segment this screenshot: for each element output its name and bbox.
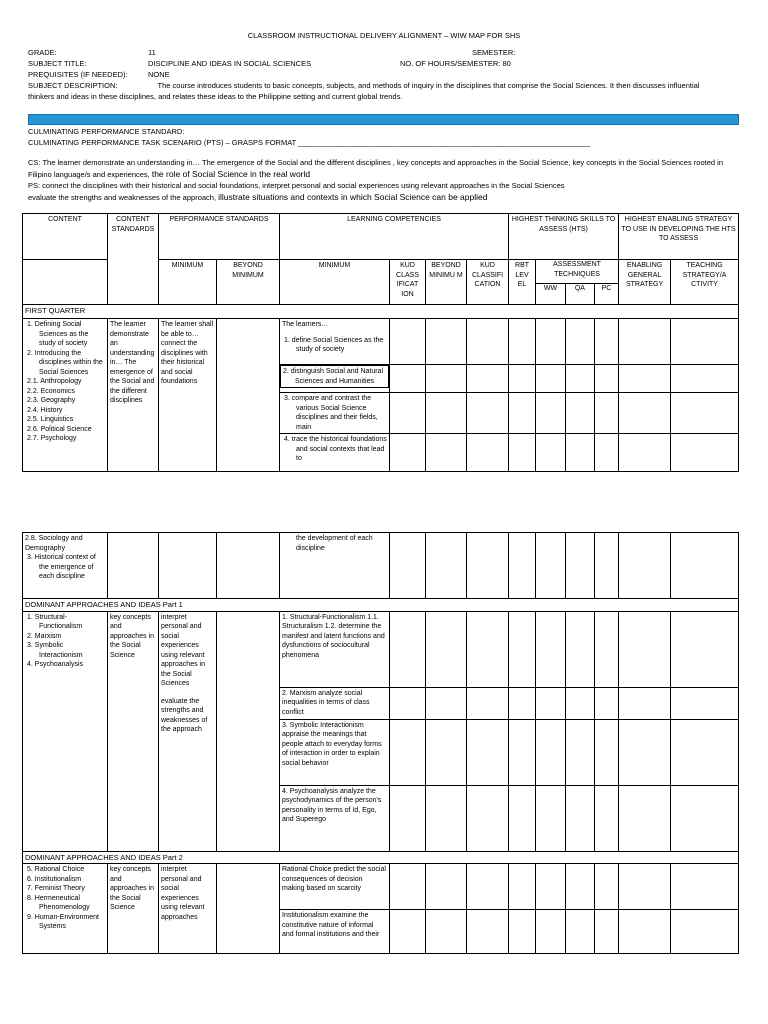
- header-enabling-general: ENABLING GENERAL STRATEGY: [619, 260, 671, 305]
- ps2-tail: illustrate situations and contexts in which Social Science can be applied: [218, 192, 488, 202]
- header-assessment: [536, 260, 619, 305]
- fq-performance-standard: The learner shall be able to… connect the disciplines with their historical and social foundations: [159, 319, 217, 472]
- header-content-standards: CONTENT STANDARDS: [108, 214, 159, 305]
- header-qa: QA: [566, 284, 595, 304]
- part2-content: 5. Rational Choice 6. Institutionalism 7. Feminist Theory 8. Hermeneutical Phenomenology 9. Human-Environment Systems: [23, 864, 108, 954]
- part1-lc-2: 2. Marxism analyze social inequalities in terms of class conflict: [280, 687, 390, 719]
- fq-lc-4: 4. trace the historical foundations and social contexts that lead to: [280, 434, 390, 472]
- blue-divider-bar: [28, 114, 739, 125]
- part1-content-standard: key concepts and approaches in the Social Science: [108, 611, 159, 851]
- hours-label: NO. OF HOURS/SEMESTER: 80: [400, 59, 511, 68]
- header-ps-beyond-minimum: BEYOND MINIMUM: [217, 260, 280, 305]
- header-performance-standards: PERFORMANCE STANDARDS: [159, 214, 280, 260]
- cs-tail: the role of Social Science in the real world: [151, 168, 311, 179]
- header-rbt-level: RBT LEV EL: [509, 260, 536, 305]
- fq-lc-3: 3. compare and contrast the various Social Science disciplines and their fields, main: [280, 393, 390, 434]
- performance-standard-text: PS: connect the disciplines with their historical and social foundations, interpret personal and social experiences using relevant approaches in the Social Sciences: [28, 181, 565, 190]
- header-learning-competencies: LEARNING COMPETENCIES: [280, 214, 509, 260]
- grade-label: GRADE:: [28, 48, 57, 57]
- cs-text: CS: The learner demonstrate an understanding in… The emergence of the Social and the different disciplines , key concepts and approaches in the Social Science, key concepts in the Social Sciences rooted in Filipino language/s and experiences,: [28, 158, 723, 179]
- part2-performance-standard: interpret personal and social experiences using relevant approaches: [159, 864, 217, 954]
- header-kud-classifi: KUD CLASSIFI CATION: [467, 260, 509, 305]
- content-standard-text: [28, 158, 728, 180]
- subject-description-label: SUBJECT DESCRIPTION:: [28, 81, 118, 90]
- part2-content-standard: key concepts and approaches in the Social Science: [108, 864, 159, 954]
- grade-value: 11: [148, 48, 156, 57]
- p2-lc: the development of each discipline: [280, 533, 390, 599]
- subject-title-label: SUBJECT TITLE:: [28, 59, 87, 68]
- header-lc-minimum: MINIMUM: [280, 260, 390, 305]
- alignment-table-page2: [22, 532, 739, 954]
- fq-content-standard: The learner demonstrate an understanding in… The emergence of the Social and the different disciplines: [108, 319, 159, 472]
- document-title: CLASSROOM INSTRUCTIONAL DELIVERY ALIGNMENT – WIW MAP FOR SHS: [247, 31, 521, 40]
- section-first-quarter: FIRST QUARTER: [23, 305, 739, 319]
- header-kud-class: KUD CLASS IFICAT ION: [390, 260, 426, 305]
- part1-performance-standard: interpret personal and social experiences using relevant approaches in the Social Sciences evaluate the strengths and weaknesses of the approach: [159, 611, 217, 851]
- culminating-performance-task: CULMINATING PERFORMANCE TASK SCENARIO (PTS) – GRASPS FORMAT ______________________________________________________________________: [28, 138, 591, 147]
- subject-description-text: The course introduces students to basic concepts, subjects, and methods of inquiry in the disciplines that comprise the Social Sciences. It then discusses influential thinkers and ideas in these disciplines, and relates these ideas to the Philippine setting and current global trends.: [28, 81, 700, 101]
- fq-content: 1. Defining Social Sciences as the study of society 2. Introducing the disciplines within the Social Sciences 2.1. Anthropology 2.2. Economics 2.3. Geography 2.4. History 2.5. Linguistics 2.6. Political Science 2.7. Psychology: [23, 319, 108, 472]
- part1-lc-4: 4. Psychoanalysis analyze the psychodynamics of the person's personality in terms of Id, Ego, and Superego: [280, 785, 390, 851]
- header-teaching-strategy: TEACHING STRATEGY/A CTIVITY: [671, 260, 739, 305]
- performance-standard-text-2: [28, 192, 728, 204]
- p2-content: 2.8. Sociology and Demography 3. Historical context of the emergence of each discipline: [23, 533, 108, 599]
- subject-description: [28, 81, 718, 102]
- ps2-text: evaluate the strengths and weaknesses of the approach,: [28, 193, 217, 202]
- prereq-value: NONE: [148, 70, 170, 79]
- prereq-label: PREQUISITES (IF NEEDED):: [28, 70, 128, 79]
- section-part1: DOMINANT APPROACHES AND IDEAS Part 1: [23, 599, 739, 612]
- header-ps-minimum: MINIMUM: [159, 260, 217, 305]
- header-content: CONTENT: [23, 214, 108, 260]
- header-pc: PC: [601, 285, 612, 292]
- fq-lc-2: 2. distinguish Social and Natural Sciences and Humanities: [280, 365, 389, 388]
- part2-lc-2: Institutionalism examine the constitutive nature of informal and formal institutions and their: [280, 910, 390, 954]
- part2-lc-1: Rational Choice predict the social consequences of decision making based on scarcity: [280, 864, 390, 910]
- header-beyond-minimu: BEYOND MINIMU M: [426, 260, 467, 305]
- subject-title-value: DISCIPLINE AND IDEAS IN SOCIAL SCIENCES: [148, 59, 312, 68]
- fq-lc-1: The learners… 1. define Social Sciences as the study of society: [280, 319, 390, 365]
- part1-lc-3: 3. Symbolic Interactionism appraise the meanings that people attach to everyday forms of interaction in order to explain social behavior: [280, 719, 390, 785]
- part1-content: 1. Structural-Functionalism 2. Marxism 3. Symbolic Interactionism 4. Psychoanalysis: [23, 611, 108, 851]
- header-hts: HIGHEST THINKING SKILLS TO ASSESS (HTS): [509, 214, 619, 260]
- alignment-table-page1: [22, 213, 739, 472]
- semester-label: SEMESTER:: [472, 48, 516, 57]
- section-part2: DOMINANT APPROACHES AND IDEAS Part 2: [23, 851, 739, 864]
- header-enabling-strategy: HIGHEST ENABLING STRATEGY TO USE IN DEVELOPING THE HTS TO ASSESS: [619, 214, 739, 260]
- header-ww: WW: [536, 284, 566, 304]
- part1-lc-1: 1. Structural-Functionalism 1.1. Structuralism 1.2. determine the manifest and latent functions and dysfunctions of sociocultural phenomena: [280, 611, 390, 687]
- header-assessment-label: ASSESSMENT TECHNIQUES: [536, 260, 618, 284]
- culminating-performance-standard: CULMINATING PERFORMANCE STANDARD:: [28, 127, 185, 136]
